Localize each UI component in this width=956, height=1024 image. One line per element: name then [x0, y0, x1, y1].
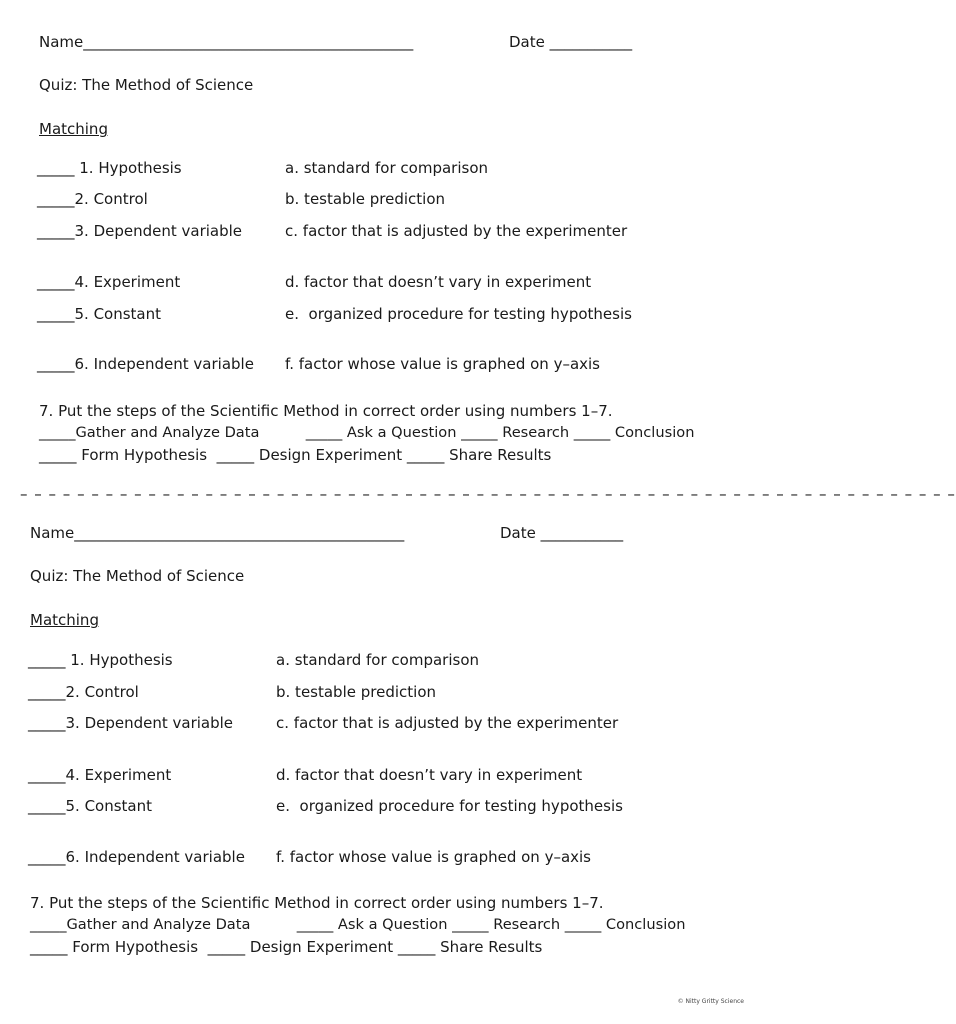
term-item: _____5. Constant: [37, 305, 162, 323]
steps-line: _____ Form Hypothesis _____ Design Experiment _____ Share Results: [39, 446, 552, 464]
definition-item: e. organized procedure for testing hypothesis: [276, 797, 623, 815]
steps-question: 7. Put the steps of the Scientific Method in correct order using numbers 1–7.: [30, 894, 604, 912]
definition-item: c. factor that is adjusted by the experimenter: [285, 222, 628, 240]
definition-item: c. factor that is adjusted by the experimenter: [276, 714, 619, 732]
term-item: _____3. Dependent variable: [28, 714, 234, 732]
term-item: _____5. Constant: [28, 797, 153, 815]
quiz-top: [0, 0, 768, 480]
quiz-bottom: [0, 491, 768, 971]
steps-line: _____Gather and Analyze Data _____ Ask a Question _____ Research _____ Conclusion: [39, 424, 695, 441]
copyright-credit: © Nitty Gritty Science: [677, 998, 744, 1005]
name-field-line: Name____________________________________________: [39, 33, 414, 51]
term-item: _____4. Experiment: [37, 273, 181, 291]
definition-item: d. factor that doesn’t vary in experiment: [276, 766, 583, 784]
name-field-line: Name____________________________________________: [30, 524, 405, 542]
steps-line: _____ Form Hypothesis _____ Design Experiment _____ Share Results: [30, 938, 543, 956]
definition-item: e. organized procedure for testing hypothesis: [285, 305, 632, 323]
quiz-title: Quiz: The Method of Science: [39, 76, 254, 94]
date-field-line: Date ___________: [500, 524, 624, 542]
cut-line-divider: – – – – – – – – – – – – – – – – – – – – – – – – – – – – – – – – – – – – – – – – – – – – – – – – – – – – – – – – – – – – – – – – – –: [20, 485, 956, 503]
term-item: _____4. Experiment: [28, 766, 172, 784]
date-field-line: Date ___________: [509, 33, 633, 51]
term-item: _____6. Independent variable: [37, 355, 254, 373]
definition-item: a. standard for comparison: [276, 651, 480, 669]
term-item: _____6. Independent variable: [28, 848, 245, 866]
definition-item: b. testable prediction: [285, 190, 445, 208]
definition-item: a. standard for comparison: [285, 159, 489, 177]
section-heading: Matching: [30, 611, 99, 629]
term-item: _____ 1. Hypothesis: [37, 159, 182, 177]
term-item: _____2. Control: [28, 683, 139, 701]
term-item: _____2. Control: [37, 190, 148, 208]
term-item: _____3. Dependent variable: [37, 222, 243, 240]
steps-line: _____Gather and Analyze Data _____ Ask a Question _____ Research _____ Conclusion: [30, 916, 686, 933]
definition-item: b. testable prediction: [276, 683, 436, 701]
term-item: _____ 1. Hypothesis: [28, 651, 173, 669]
section-heading: Matching: [39, 120, 108, 138]
definition-item: f. factor whose value is graphed on y–axis: [276, 848, 591, 866]
steps-question: 7. Put the steps of the Scientific Method in correct order using numbers 1–7.: [39, 402, 613, 420]
definition-item: f. factor whose value is graphed on y–axis: [285, 355, 600, 373]
definition-item: d. factor that doesn’t vary in experiment: [285, 273, 592, 291]
quiz-title: Quiz: The Method of Science: [30, 567, 245, 585]
